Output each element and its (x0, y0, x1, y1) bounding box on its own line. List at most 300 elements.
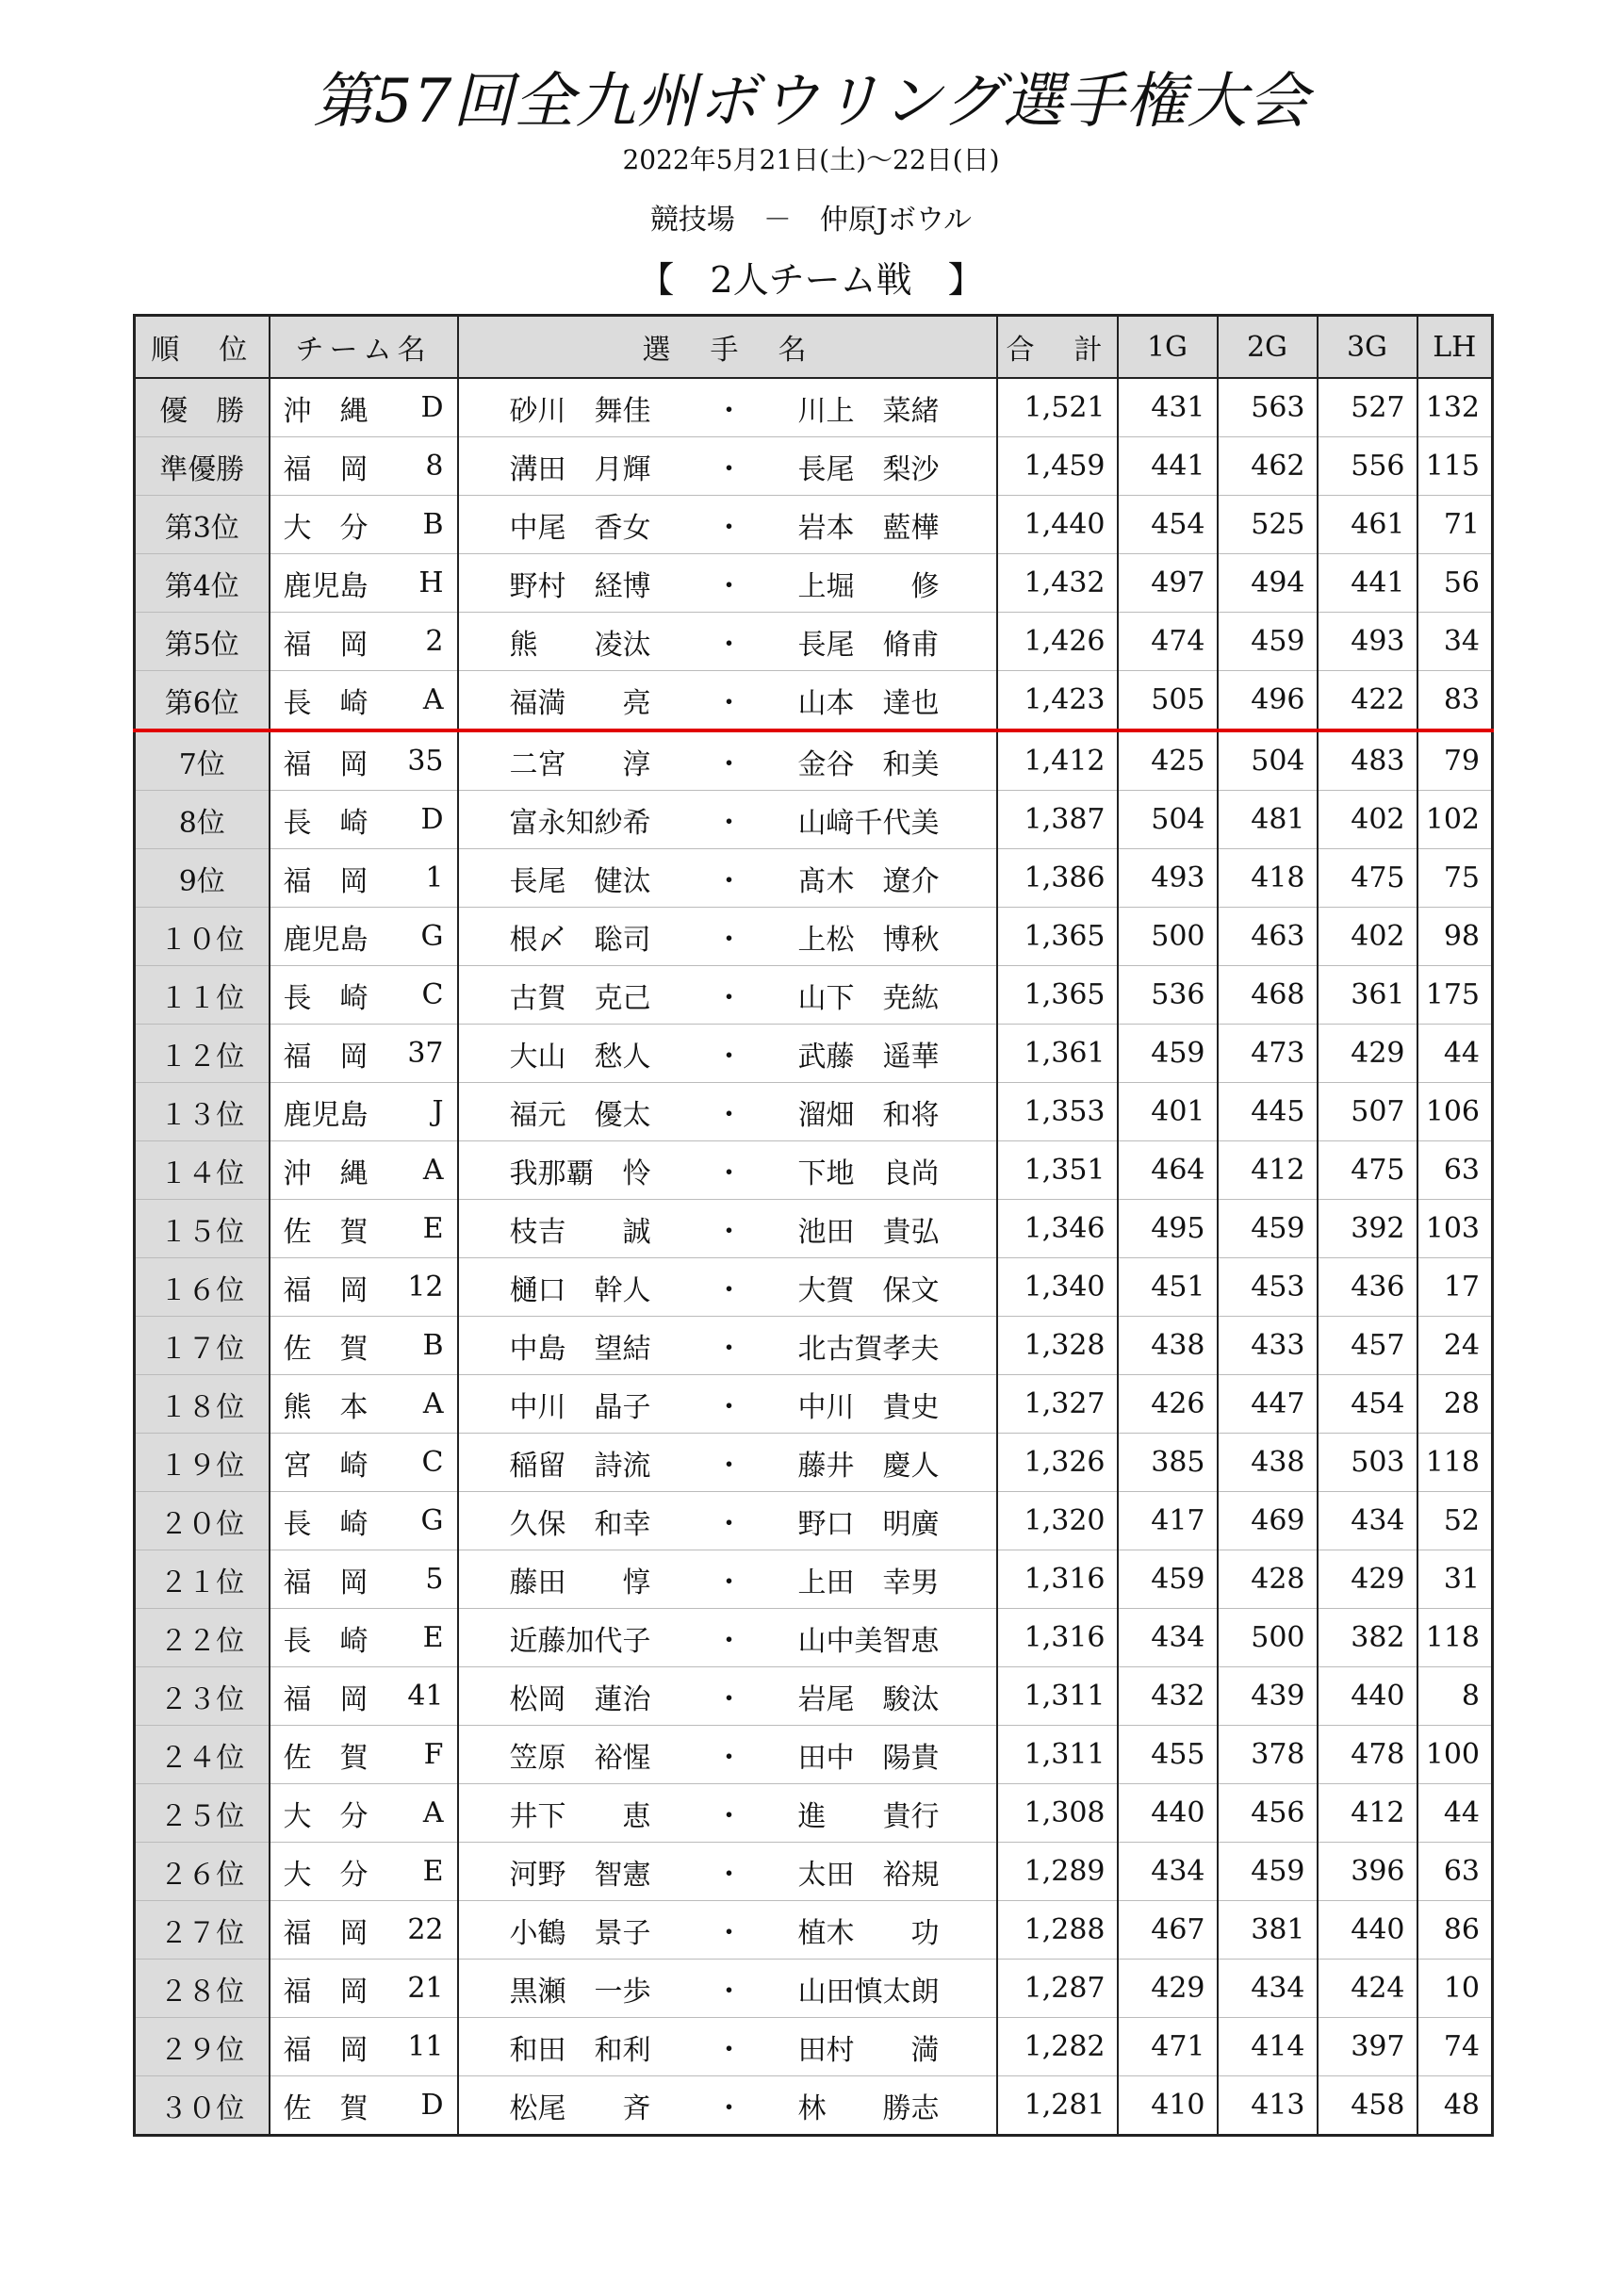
game2-cell: 433 (1218, 1317, 1318, 1375)
team-prefecture: 長 崎 (283, 1507, 369, 1541)
table-row (135, 496, 1493, 554)
player-2: 川上 菜緒 (797, 394, 940, 428)
player-2: 植木 功 (797, 1916, 940, 1950)
team-cell (270, 1726, 458, 1784)
game1-cell: 459 (1118, 1025, 1218, 1083)
player-2: 溜畑 和将 (797, 1098, 940, 1132)
total-cell: 1,316 (997, 1609, 1118, 1667)
lh-cell: 132 (1417, 378, 1493, 437)
team-cell (270, 554, 458, 613)
player-separator: ・ (714, 1799, 744, 1833)
game3-cell: 424 (1318, 1960, 1417, 2018)
team-id: A (422, 1154, 444, 1187)
total-cell: 1,316 (997, 1550, 1118, 1609)
total-cell: 1,351 (997, 1141, 1118, 1200)
col-header-game2: 2G (1218, 316, 1318, 379)
player-2: 山﨑千代美 (797, 806, 940, 840)
total-cell: 1,412 (997, 730, 1118, 791)
game3-cell: 434 (1318, 1492, 1417, 1550)
lh-cell: 17 (1417, 1258, 1493, 1317)
lh-cell: 44 (1417, 1025, 1493, 1083)
game1-cell: 417 (1118, 1492, 1218, 1550)
total-cell: 1,308 (997, 1784, 1118, 1843)
team-id: 2 (425, 625, 444, 658)
col-header-lh: LH (1417, 316, 1493, 379)
game2-cell: 468 (1218, 966, 1318, 1025)
game1-cell: 497 (1118, 554, 1218, 613)
lh-cell: 31 (1417, 1550, 1493, 1609)
game3-cell: 556 (1318, 437, 1417, 496)
player-separator: ・ (714, 2033, 744, 2067)
team-prefecture: 福 岡 (283, 1975, 369, 2009)
game2-cell: 447 (1218, 1375, 1318, 1434)
player-1: 笠原 裕惺 (509, 1741, 651, 1775)
rank-cell: ２１位 (135, 1550, 270, 1609)
players-cell (458, 2076, 997, 2136)
lh-cell: 63 (1417, 1141, 1493, 1200)
table-header-row (135, 316, 1493, 379)
player-2: 山中美智恵 (797, 1624, 940, 1658)
player-2: 山下 尭紘 (797, 981, 940, 1015)
team-id: F (423, 1738, 444, 1771)
player-1: 熊 凌汰 (509, 628, 651, 662)
team-id: E (422, 1621, 444, 1654)
game1-cell: 536 (1118, 966, 1218, 1025)
team-prefecture: 大 分 (283, 511, 369, 545)
players-cell (458, 1200, 997, 1258)
total-cell: 1,521 (997, 378, 1118, 437)
team-id: 37 (407, 1037, 444, 1070)
team-cell (270, 671, 458, 731)
player-separator: ・ (714, 686, 744, 720)
total-cell: 1,327 (997, 1375, 1118, 1434)
player-2: 田中 陽貴 (797, 1741, 940, 1775)
team-cell (270, 1843, 458, 1901)
table-row (135, 1258, 1493, 1317)
lh-cell: 24 (1417, 1317, 1493, 1375)
team-id: B (422, 508, 444, 541)
table-row (135, 1550, 1493, 1609)
player-1: 中川 晶子 (509, 1390, 651, 1424)
game1-cell: 455 (1118, 1726, 1218, 1784)
team-cell (270, 1025, 458, 1083)
table-row (135, 1901, 1493, 1960)
team-cell (270, 437, 458, 496)
col-header-team: チーム名 (270, 316, 458, 379)
table-row (135, 1317, 1493, 1375)
game1-cell: 454 (1118, 496, 1218, 554)
table-row (135, 554, 1493, 613)
player-2: 下地 良尚 (797, 1156, 940, 1190)
player-1: 福満 亮 (509, 686, 651, 720)
player-2: 岩尾 駿汰 (797, 1682, 940, 1716)
team-id: 22 (407, 1913, 444, 1946)
lh-cell: 10 (1417, 1960, 1493, 2018)
game1-cell: 500 (1118, 908, 1218, 966)
players-cell (458, 1492, 997, 1550)
player-1: 根〆 聡司 (509, 923, 651, 957)
player-separator: ・ (714, 1741, 744, 1775)
table-row (135, 437, 1493, 496)
game3-cell: 527 (1318, 378, 1417, 437)
players-cell (458, 849, 997, 908)
page-title: 第57回全九州ボウリング選手権大会 (312, 67, 1310, 137)
player-1: 古賀 克己 (509, 981, 651, 1015)
total-cell: 1,281 (997, 2076, 1118, 2136)
table-row (135, 1960, 1493, 2018)
rank-cell: １１位 (135, 966, 270, 1025)
game2-cell: 500 (1218, 1609, 1318, 1667)
game1-cell: 459 (1118, 1550, 1218, 1609)
player-separator: ・ (714, 628, 744, 662)
player-separator: ・ (714, 806, 744, 840)
col-header-rank: 順 位 (135, 316, 270, 379)
rank-cell: 8位 (135, 791, 270, 849)
players-cell (458, 1901, 997, 1960)
team-cell (270, 378, 458, 437)
game3-cell: 429 (1318, 1550, 1417, 1609)
player-1: 二宮 淳 (509, 747, 651, 781)
team-id: A (422, 683, 444, 716)
player-separator: ・ (714, 981, 744, 1015)
players-cell (458, 1025, 997, 1083)
players-cell (458, 791, 997, 849)
game1-cell: 431 (1118, 378, 1218, 437)
lh-cell: 115 (1417, 437, 1493, 496)
lh-cell: 79 (1417, 730, 1493, 791)
team-cell (270, 1667, 458, 1726)
team-id: C (421, 1446, 444, 1479)
game2-cell: 525 (1218, 496, 1318, 554)
player-2: 池田 貴弘 (797, 1215, 940, 1249)
total-cell: 1,361 (997, 1025, 1118, 1083)
player-1: 近藤加代子 (509, 1624, 651, 1658)
game2-cell: 428 (1218, 1550, 1318, 1609)
game2-cell: 459 (1218, 1200, 1318, 1258)
player-2: 藤井 慶人 (797, 1449, 940, 1483)
player-2: 長尾 脩甫 (797, 628, 940, 662)
game1-cell: 474 (1118, 613, 1218, 671)
player-separator: ・ (714, 511, 744, 545)
lh-cell: 102 (1417, 791, 1493, 849)
rank-cell: 準優勝 (135, 437, 270, 496)
game3-cell: 392 (1318, 1200, 1417, 1258)
team-prefecture: 熊 本 (283, 1390, 369, 1424)
lh-cell: 118 (1417, 1609, 1493, 1667)
team-cell (270, 1141, 458, 1200)
players-cell (458, 1550, 997, 1609)
total-cell: 1,365 (997, 908, 1118, 966)
player-1: 富永知紗希 (509, 806, 651, 840)
rank-cell: ２８位 (135, 1960, 270, 2018)
team-id: H (418, 566, 444, 599)
team-id: 35 (407, 745, 444, 778)
team-prefecture: 福 岡 (283, 2033, 369, 2067)
rank-cell: １５位 (135, 1200, 270, 1258)
total-cell: 1,387 (997, 791, 1118, 849)
event-date: 2022年5月21日(土)～22日(日) (622, 144, 1000, 175)
team-cell (270, 849, 458, 908)
game3-cell: 457 (1318, 1317, 1417, 1375)
game1-cell: 385 (1118, 1434, 1218, 1492)
player-1: 砂川 舞佳 (509, 394, 651, 428)
game2-cell: 459 (1218, 613, 1318, 671)
players-cell (458, 1375, 997, 1434)
total-cell: 1,365 (997, 966, 1118, 1025)
game1-cell: 441 (1118, 437, 1218, 496)
team-cell (270, 1375, 458, 1434)
total-cell: 1,320 (997, 1492, 1118, 1550)
total-cell: 1,386 (997, 849, 1118, 908)
game1-cell: 438 (1118, 1317, 1218, 1375)
total-cell: 1,432 (997, 554, 1118, 613)
game2-cell: 456 (1218, 1784, 1318, 1843)
total-cell: 1,353 (997, 1083, 1118, 1141)
team-cell (270, 1083, 458, 1141)
team-id: 11 (407, 2030, 444, 2063)
players-cell (458, 1083, 997, 1141)
players-cell (458, 966, 997, 1025)
player-2: 長尾 梨沙 (797, 452, 940, 486)
lh-cell: 175 (1417, 966, 1493, 1025)
player-1: 枝吉 誠 (509, 1215, 651, 1249)
table-row (135, 1434, 1493, 1492)
total-cell: 1,289 (997, 1843, 1118, 1901)
table-row (135, 378, 1493, 437)
player-1: 福元 優太 (509, 1098, 651, 1132)
player-separator: ・ (714, 923, 744, 957)
table-row (135, 1726, 1493, 1784)
team-id: B (422, 1329, 444, 1362)
total-cell: 1,426 (997, 613, 1118, 671)
player-2: 山田慎太朗 (797, 1975, 940, 2009)
game2-cell: 481 (1218, 791, 1318, 849)
col-header-game3: 3G (1318, 316, 1417, 379)
players-cell (458, 378, 997, 437)
player-separator: ・ (714, 1858, 744, 1892)
team-prefecture: 鹿児島 (283, 1098, 369, 1132)
player-2: 金谷 和美 (797, 747, 940, 781)
game1-cell: 495 (1118, 1200, 1218, 1258)
game1-cell: 464 (1118, 1141, 1218, 1200)
table-row (135, 1784, 1493, 1843)
players-cell (458, 1317, 997, 1375)
rank-cell: 7位 (135, 730, 270, 791)
game3-cell: 503 (1318, 1434, 1417, 1492)
game2-cell: 496 (1218, 671, 1318, 731)
lh-cell: 56 (1417, 554, 1493, 613)
player-1: 河野 智憲 (509, 1858, 651, 1892)
table-row (135, 730, 1493, 791)
lh-cell: 63 (1417, 1843, 1493, 1901)
game3-cell: 483 (1318, 730, 1417, 791)
player-separator: ・ (714, 1390, 744, 1424)
game3-cell: 440 (1318, 1901, 1417, 1960)
team-id: A (422, 1387, 444, 1420)
rank-cell: １８位 (135, 1375, 270, 1434)
team-cell (270, 1550, 458, 1609)
team-id: D (420, 2089, 444, 2122)
team-prefecture: 長 崎 (283, 806, 369, 840)
player-separator: ・ (714, 1507, 744, 1541)
table-row (135, 2018, 1493, 2076)
event-name: 【 2人チーム戦 】 (638, 259, 984, 301)
lh-cell: 100 (1417, 1726, 1493, 1784)
table-row (135, 1609, 1493, 1667)
game2-cell: 439 (1218, 1667, 1318, 1726)
game2-cell: 418 (1218, 849, 1318, 908)
results-table (133, 314, 1494, 2137)
player-2: 大賀 保文 (797, 1273, 940, 1307)
players-cell (458, 554, 997, 613)
total-cell: 1,311 (997, 1726, 1118, 1784)
game2-cell: 469 (1218, 1492, 1318, 1550)
team-cell (270, 1784, 458, 1843)
team-prefecture: 鹿児島 (283, 923, 369, 957)
rank-cell: １３位 (135, 1083, 270, 1141)
player-separator: ・ (714, 1916, 744, 1950)
rank-cell: 第5位 (135, 613, 270, 671)
game3-cell: 361 (1318, 966, 1417, 1025)
game1-cell: 432 (1118, 1667, 1218, 1726)
game2-cell: 459 (1218, 1843, 1318, 1901)
team-id: A (422, 1796, 444, 1829)
team-prefecture: 大 分 (283, 1799, 369, 1833)
team-cell (270, 1434, 458, 1492)
game3-cell: 440 (1318, 1667, 1417, 1726)
lh-cell: 8 (1417, 1667, 1493, 1726)
team-id: E (422, 1855, 444, 1888)
total-cell: 1,346 (997, 1200, 1118, 1258)
table-row (135, 1375, 1493, 1434)
player-1: 樋口 幹人 (509, 1273, 651, 1307)
player-1: 溝田 月輝 (509, 452, 651, 486)
game2-cell: 473 (1218, 1025, 1318, 1083)
players-cell (458, 908, 997, 966)
team-cell (270, 1901, 458, 1960)
rank-cell: ２９位 (135, 2018, 270, 2076)
team-cell (270, 496, 458, 554)
table-row (135, 908, 1493, 966)
team-prefecture: 長 崎 (283, 1624, 369, 1658)
total-cell: 1,340 (997, 1258, 1118, 1317)
lh-cell: 34 (1417, 613, 1493, 671)
game3-cell: 458 (1318, 2076, 1417, 2136)
game1-cell: 410 (1118, 2076, 1218, 2136)
total-cell: 1,459 (997, 437, 1118, 496)
team-id: G (420, 920, 444, 953)
game2-cell: 463 (1218, 908, 1318, 966)
game1-cell: 451 (1118, 1258, 1218, 1317)
game3-cell: 397 (1318, 2018, 1417, 2076)
player-1: 長尾 健汰 (509, 864, 651, 898)
total-cell: 1,328 (997, 1317, 1118, 1375)
game3-cell: 507 (1318, 1083, 1417, 1141)
player-separator: ・ (714, 1098, 744, 1132)
lh-cell: 86 (1417, 1901, 1493, 1960)
player-1: 野村 経博 (509, 569, 651, 603)
lh-cell: 48 (1417, 2076, 1493, 2136)
player-1: 大山 愁人 (509, 1040, 651, 1074)
game3-cell: 402 (1318, 791, 1417, 849)
player-1: 和田 和利 (509, 2033, 651, 2067)
game2-cell: 381 (1218, 1901, 1318, 1960)
game1-cell: 467 (1118, 1901, 1218, 1960)
rank-cell: ２２位 (135, 1609, 270, 1667)
game3-cell: 475 (1318, 1141, 1417, 1200)
team-prefecture: 福 岡 (283, 1916, 369, 1950)
team-prefecture: 佐 賀 (283, 1215, 369, 1249)
team-prefecture: 大 分 (283, 1858, 369, 1892)
game3-cell: 429 (1318, 1025, 1417, 1083)
player-2: 上田 幸男 (797, 1566, 940, 1599)
team-prefecture: 福 岡 (283, 1682, 369, 1716)
game1-cell: 426 (1118, 1375, 1218, 1434)
game1-cell: 440 (1118, 1784, 1218, 1843)
game2-cell: 438 (1218, 1434, 1318, 1492)
col-header-total: 合 計 (997, 316, 1118, 379)
lh-cell: 28 (1417, 1375, 1493, 1434)
team-prefecture: 宮 崎 (283, 1449, 369, 1483)
rank-cell: １０位 (135, 908, 270, 966)
player-1: 藤田 惇 (509, 1566, 651, 1599)
total-cell: 1,440 (997, 496, 1118, 554)
rank-cell: 第4位 (135, 554, 270, 613)
table-row (135, 1083, 1493, 1141)
player-separator: ・ (714, 1215, 744, 1249)
team-id: 1 (425, 861, 444, 894)
lh-cell: 98 (1417, 908, 1493, 966)
team-id: E (422, 1212, 444, 1245)
player-separator: ・ (714, 1975, 744, 2009)
team-prefecture: 鹿児島 (283, 569, 369, 603)
game2-cell: 413 (1218, 2076, 1318, 2136)
team-id: 41 (407, 1680, 444, 1713)
venue: 競技場 － 仲原Jボウル (649, 204, 973, 237)
rank-cell: ２５位 (135, 1784, 270, 1843)
game3-cell: 422 (1318, 671, 1417, 731)
players-cell (458, 671, 997, 731)
game1-cell: 434 (1118, 1843, 1218, 1901)
game1-cell: 434 (1118, 1609, 1218, 1667)
lh-cell: 106 (1417, 1083, 1493, 1141)
player-separator: ・ (714, 1624, 744, 1658)
game1-cell: 505 (1118, 671, 1218, 731)
game3-cell: 493 (1318, 613, 1417, 671)
table-row (135, 613, 1493, 671)
player-1: 黒瀬 一歩 (509, 1975, 651, 2009)
players-cell (458, 1609, 997, 1667)
team-prefecture: 福 岡 (283, 747, 369, 781)
table-row (135, 1200, 1493, 1258)
lh-cell: 83 (1417, 671, 1493, 731)
rank-cell: １６位 (135, 1258, 270, 1317)
table-row (135, 849, 1493, 908)
team-cell (270, 966, 458, 1025)
players-cell (458, 1667, 997, 1726)
lh-cell: 75 (1417, 849, 1493, 908)
team-cell (270, 613, 458, 671)
rank-cell: ３０位 (135, 2076, 270, 2136)
rank-cell: 9位 (135, 849, 270, 908)
table-row (135, 966, 1493, 1025)
player-1: 小鶴 景子 (509, 1916, 651, 1950)
rank-cell: 第6位 (135, 671, 270, 731)
game3-cell: 461 (1318, 496, 1417, 554)
game2-cell: 378 (1218, 1726, 1318, 1784)
team-id: C (421, 978, 444, 1011)
game1-cell: 471 (1118, 2018, 1218, 2076)
